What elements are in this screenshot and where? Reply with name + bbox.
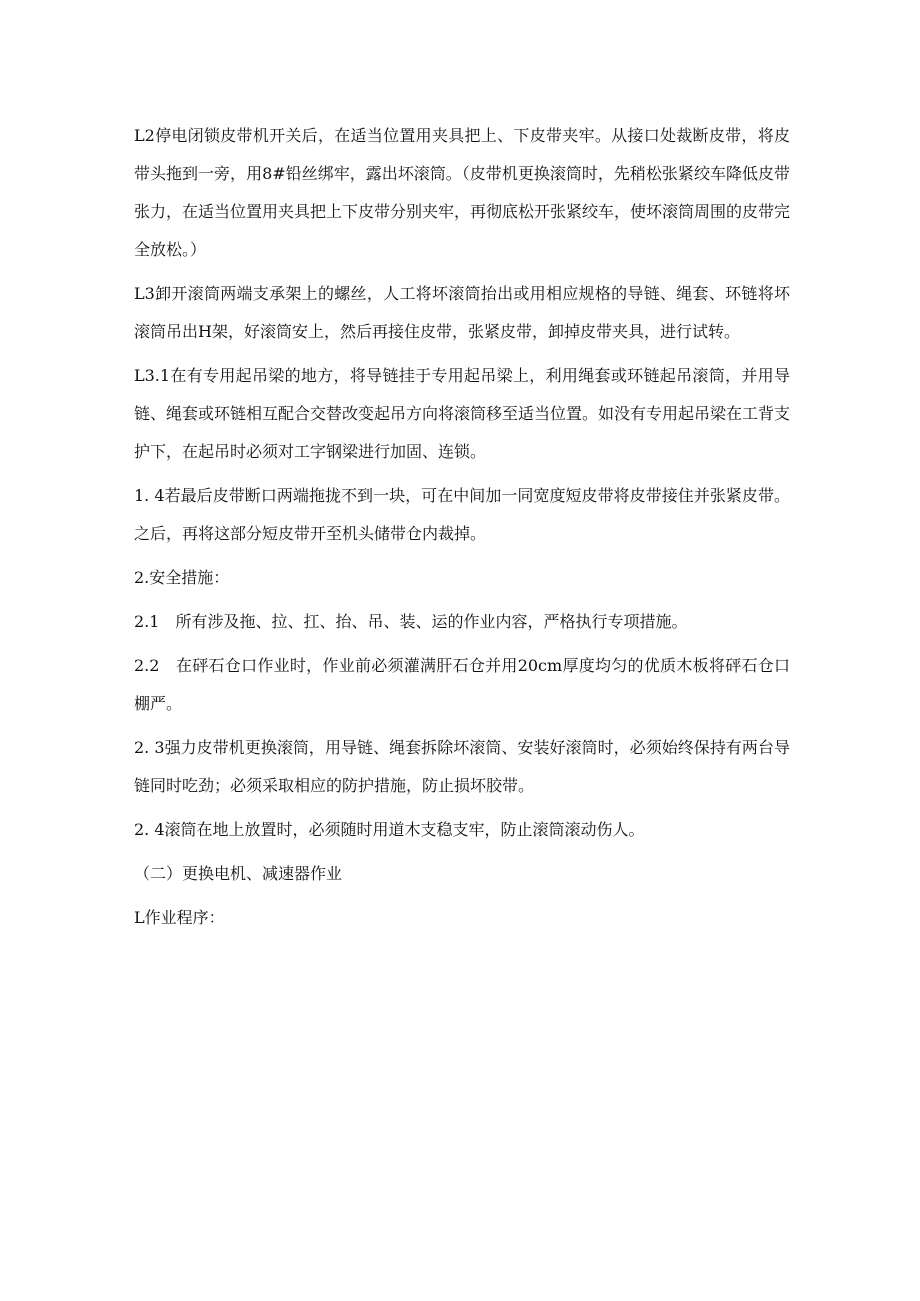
paragraph-work-procedure: L作业程序： (134, 908, 225, 927)
paragraph-2-4: 2. 4滚筒在地上放置时，必须随时用道木支稳支牢，防止滚筒滚动伤人。 (134, 820, 645, 839)
section-heading-safety: 2.安全措施： (134, 568, 230, 587)
paragraph-l2: L2停电闭锁皮带机开关后，在适当位置用夹具把上、下皮带夹牢。从接口处裁断皮带，将皮带头拖到一旁，用8#铅丝绑牢，露出坏滚筒。（皮带机更换滚筒时，先稍松张紧绞车降低皮带张力，在适当位置用夹具把上下皮带分别夹牢，再彻底松开张紧绞车，使坏滚筒周围的皮带完全放松。） (134, 126, 791, 259)
paragraph-2-3: 2. 3强力皮带机更换滚筒，用导链、绳套拆除坏滚筒、安装好滚筒时，必须始终保持有两台导链同时吃劲；必须采取相应的防护措施，防止损坏胶带。 (134, 738, 790, 795)
section-heading-motor-reducer: （二）更换电机、减速器作业 (134, 864, 343, 883)
paragraph-l3: L3卸开滚筒两端支承架上的螺丝，人工将坏滚筒抬出或用相应规格的导链、绳套、环链将坏滚筒吊出H架，好滚筒安上，然后再接住皮带，张紧皮带，卸掉皮带夹具，进行试转。 (134, 284, 790, 341)
paragraph-2-2: 2.2 在砰石仓口作业时，作业前必须灌满肝石仓并用20cm厚度均匀的优质木板将砰石仓口棚严。 (134, 656, 790, 713)
paragraph-2-1: 2.1 所有涉及拖、拉、扛、抬、吊、装、运的作业内容，严格执行专项措施。 (134, 612, 688, 631)
paragraph-l3-1: L3.1在有专用起吊梁的地方，将导链挂于专用起吊梁上，利用绳套或环链起吊滚筒，并用导链、绳套或环链相互配合交替改变起吊方向将滚筒移至适当位置。如没有专用起吊梁在工背支护下，在起吊时必须对工字钢梁进行加固、连锁。 (134, 366, 791, 461)
document-body (134, 117, 790, 943)
paragraph-1-4: 1. 4若最后皮带断口两端拖拢不到一块，可在中间加一同宽度短皮带将皮带接住并张紧皮带。之后，再将这部分短皮带开至机头储带仓内裁掉。 (134, 486, 790, 543)
